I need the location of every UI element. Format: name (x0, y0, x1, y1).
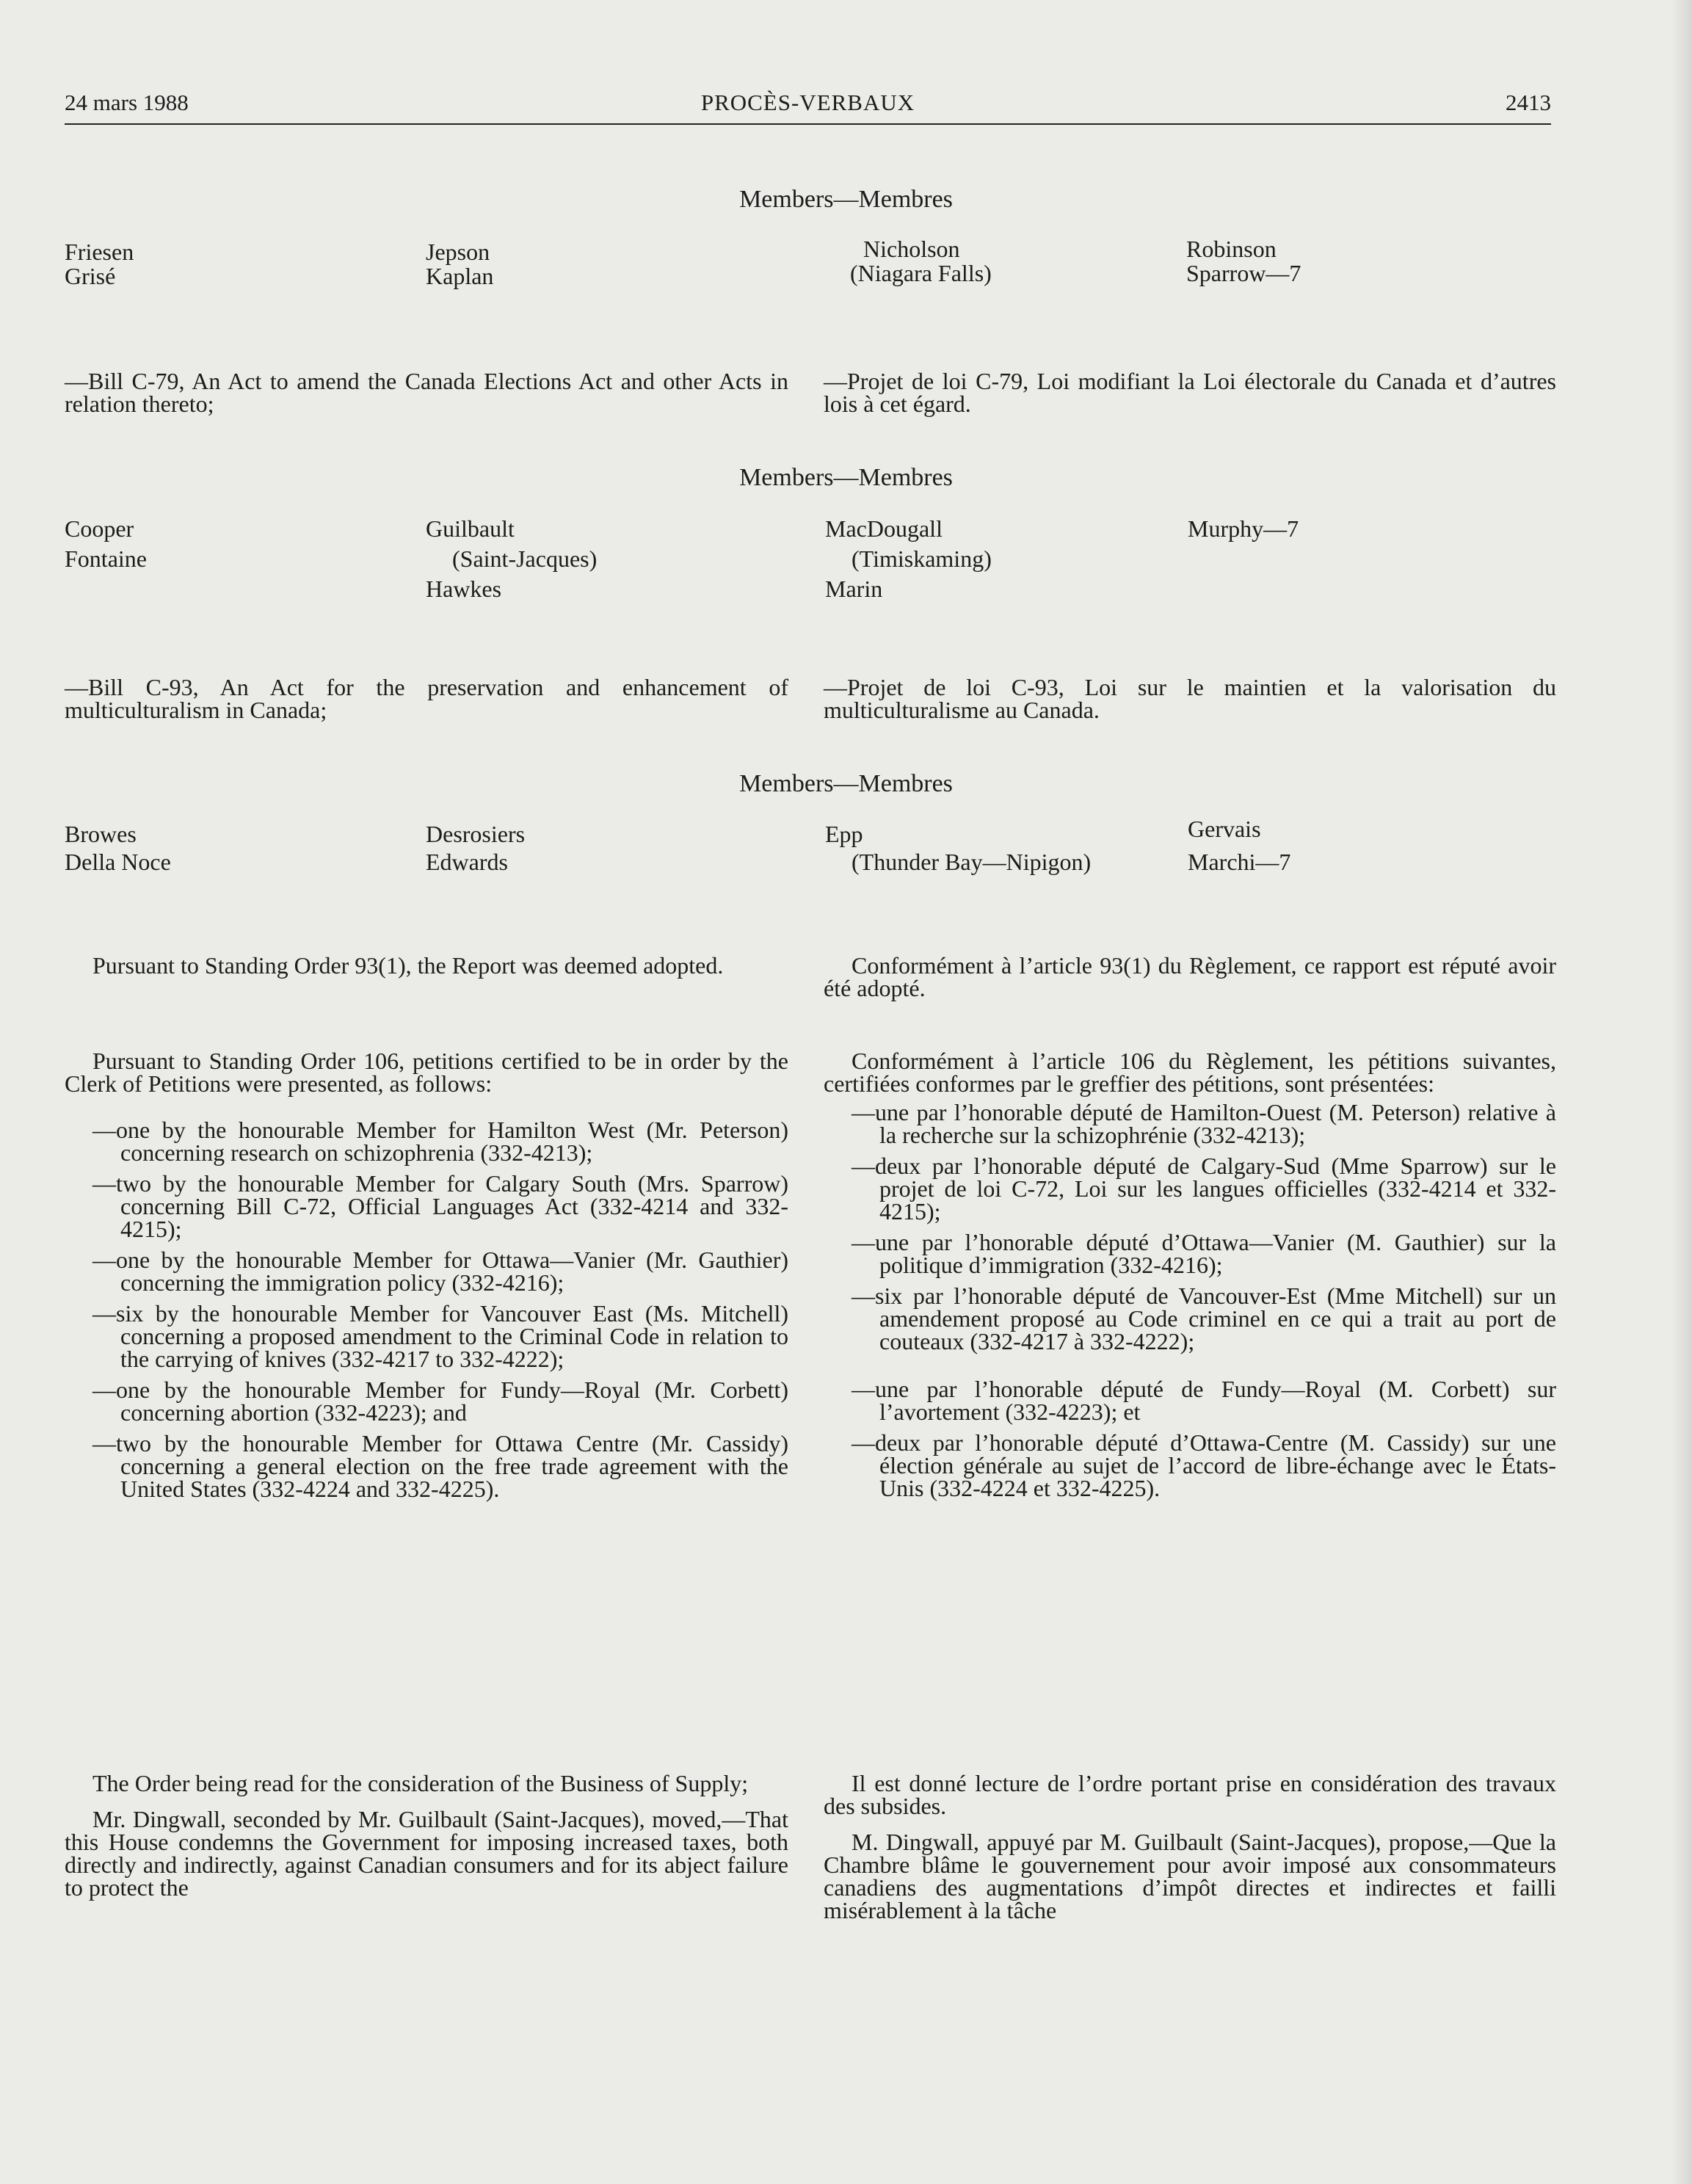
member-name: Desrosiers (426, 821, 526, 847)
petition-item: —une par l’honorable député de Fundy—Royal (M. Corbett) sur l’avortement (332-4223); et (852, 1376, 1556, 1425)
petition-item: —une par l’honorable député d’Ottawa—Vanier (M. Gauthier) sur la politique d’immigration (332-4216); (852, 1229, 1556, 1278)
bill-c93-fr (824, 676, 1556, 722)
bill-c79-fr-text: —Projet de loi C-79, Loi modifiant la Loi électorale du Canada et d’autres lois à cet égard. (824, 368, 1556, 417)
member-name: (Timiskaming) (852, 545, 992, 572)
petitions-fr (824, 1050, 1556, 1508)
member-name: Gervais (1188, 816, 1261, 842)
motion-fr-text: M. Dingwall, appuyé par M. Guilbault (Saint-Jacques), propose,—Que la Chambre blâme le gouvernement pour avoir imposé aux consommateurs canadiens des augmentations d’impôt directes et indirectes et failli misérablement à la tâche (824, 1829, 1556, 1923)
petition-item: —six par l’honorable député de Vancouver-Est (Mme Mitchell) sur un amendement proposé au Code criminel en ce qui a trait au port de couteaux (332-4217 à 332-4222); (852, 1283, 1556, 1354)
members-heading-1: Members—Membres (739, 186, 953, 213)
motion-en-text: Mr. Dingwall, seconded by Mr. Guilbault (Saint-Jacques), moved,—That this House condemns the Government for imposing increased taxes, both directly and indirectly, against Canadian consumers and for its abject failure to protect the (65, 1806, 788, 1901)
supply-fr-text: Il est donné lecture de l’ordre portant prise en considération des travaux des subsides. (824, 1770, 1556, 1819)
report-fr (824, 954, 1556, 1000)
petition-list-en (65, 1119, 788, 1501)
member-name: Nicholson (863, 236, 960, 262)
petition-item: —deux par l’honorable député d’Ottawa-Centre (M. Cassidy) sur une élection générale au sujet de l’accord de libre-échange avec le États-Unis (332-4224 et 332-4225). (852, 1429, 1556, 1501)
member-name: Marin (825, 576, 883, 602)
member-name: Friesen (65, 239, 134, 265)
member-name: Kaplan (426, 263, 494, 289)
petition-list-fr (824, 1101, 1556, 1500)
header-date: 24 mars 1988 (65, 90, 189, 115)
member-name: (Niagara Falls) (850, 260, 992, 286)
bill-c93-en-text: —Bill C-93, An Act for the preservation and enhancement of multiculturalism in Canada; (65, 674, 788, 723)
bill-c79-fr (824, 370, 1556, 416)
member-name: Edwards (426, 849, 508, 875)
page-edge (1671, 0, 1692, 2184)
member-name: Epp (825, 821, 863, 847)
member-name: (Thunder Bay—Nipigon) (852, 849, 1092, 875)
member-name: Robinson (1186, 236, 1277, 262)
petition-item: —six by the honourable Member for Vancouver East (Ms. Mitchell) concerning a proposed amendment to the Criminal Code in relation to the carrying of knives (332-4217 to 332-4222); (92, 1300, 788, 1372)
petitions-en (65, 1050, 788, 1509)
member-name: Grisé (65, 263, 116, 289)
member-name: Hawkes (426, 576, 502, 602)
bill-c93-fr-text: —Projet de loi C-93, Loi sur le maintien et la valorisation du multiculturalisme au Canada. (824, 674, 1556, 723)
report-en-text: Pursuant to Standing Order 93(1), the Report was deemed adopted. (92, 952, 724, 979)
supply-en (65, 1772, 788, 1899)
page-number: 2413 (1506, 90, 1551, 115)
bill-c79-en (65, 370, 788, 416)
member-name: MacDougall (825, 515, 943, 542)
member-name: Jepson (426, 239, 490, 265)
member-name: Murphy—7 (1188, 515, 1299, 542)
member-name: (Saint-Jacques) (452, 545, 598, 572)
report-en (65, 954, 788, 977)
members-heading-3: Members—Membres (739, 770, 953, 797)
member-name: Guilbault (426, 515, 515, 542)
member-name: Marchi—7 (1188, 849, 1291, 875)
supply-en-text: The Order being read for the consideration of the Business of Supply; (92, 1770, 749, 1796)
member-name: Fontaine (65, 545, 147, 572)
member-name: Cooper (65, 515, 134, 542)
petition-item: —two by the honourable Member for Calgary South (Mrs. Sparrow) concerning Bill C-72, Official Languages Act (332-4214 and 332-4215); (92, 1170, 788, 1242)
member-name: Della Noce (65, 849, 171, 875)
petitions-intro-fr: Conformément à l’article 106 du Règlement, les pétitions suivantes, certifiées conformes par le greffier des pétitions, sont présentées: (824, 1048, 1556, 1097)
member-name: Sparrow—7 (1186, 260, 1301, 286)
bill-c79-en-text: —Bill C-79, An Act to amend the Canada Elections Act and other Acts in relation thereto; (65, 368, 788, 417)
petition-item: —one by the honourable Member for Ottawa—Vanier (Mr. Gauthier) concerning the immigration policy (332-4216); (92, 1247, 788, 1296)
members-heading-2: Members—Membres (739, 464, 953, 491)
header-title: PROCÈS-VERBAUX (700, 90, 915, 115)
bill-c93-en (65, 676, 788, 722)
petition-item: —two by the honourable Member for Ottawa Centre (Mr. Cassidy) concerning a general election on the free trade agreement with the United States (332-4224 and 332-4225). (92, 1430, 788, 1502)
report-fr-text: Conformément à l’article 93(1) du Règlement, ce rapport est réputé avoir été adopté. (824, 952, 1556, 1001)
supply-fr (824, 1772, 1556, 1922)
member-name: Browes (65, 821, 137, 847)
petition-item: —deux par l’honorable député de Calgary-Sud (Mme Sparrow) sur le projet de loi C-72, Loi sur les langues officielles (332-4214 et 332-4215); (852, 1153, 1556, 1225)
petition-item: —one by the honourable Member for Fundy—Royal (Mr. Corbett) concerning abortion (332-4223); and (92, 1376, 788, 1426)
petition-item: —une par l’honorable député de Hamilton-Ouest (M. Peterson) relative à la recherche sur la schizophrénie (332-4213); (852, 1099, 1556, 1148)
running-header (65, 87, 1551, 125)
petitions-intro-en: Pursuant to Standing Order 106, petitions certified to be in order by the Clerk of Petitions were presented, as follows: (65, 1048, 788, 1097)
petition-item: —one by the honourable Member for Hamilton West (Mr. Peterson) concerning research on schizophrenia (332-4213); (92, 1117, 788, 1166)
